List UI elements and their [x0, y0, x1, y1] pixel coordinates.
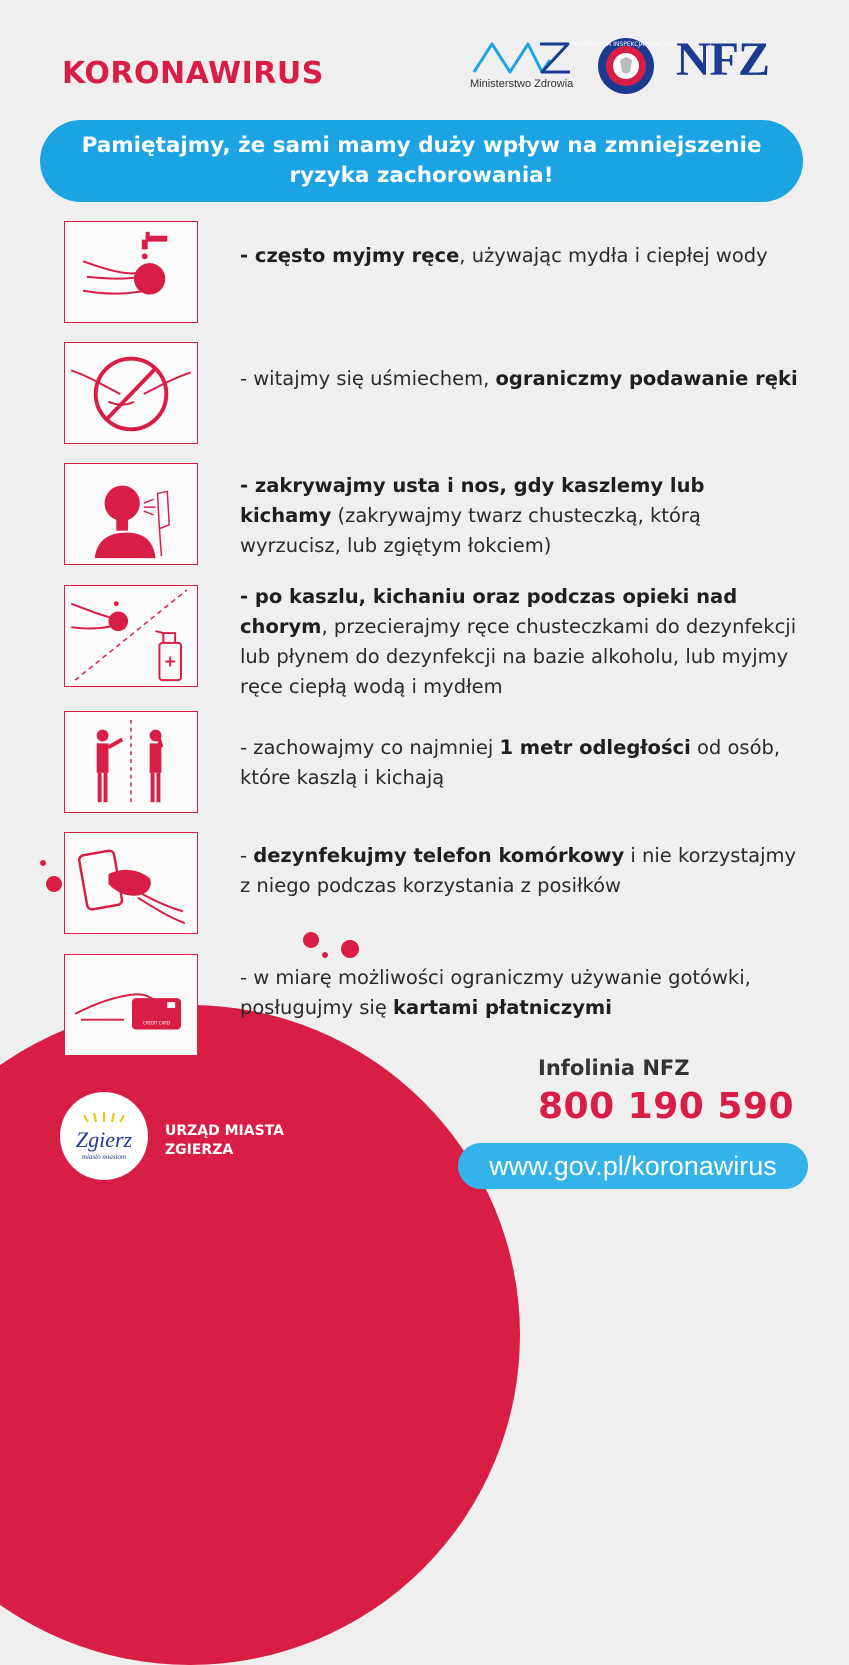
tip-text: i nie korzystajmy z niego podczas korzystania z posiłków: [240, 844, 797, 897]
credit-card-label: CREDIT CARD: [143, 1020, 170, 1026]
tip-text: , przecierajmy ręce chusteczkami do dezynfekcji lub płynem do dezynfekcji na bazie alkoholu, lub myjmy ręce ciepłą wodą i mydłem: [240, 615, 797, 698]
decorative-dot: [40, 860, 46, 866]
tip-handwashing: [240, 241, 800, 271]
zgierz-logo-name: Zgierz: [75, 1127, 133, 1152]
tip-text: (zakrywajmy twarz chusteczką, którą wyrzucisz, lub zgiętym łokciem): [240, 504, 701, 557]
banner-line-2: ryzyka zachorowania!: [289, 163, 554, 188]
tip-bold: - zakrywajmy usta i nos, gdy kaszlemy lub kichamy: [240, 474, 705, 527]
sanitary-inspection-logo: [571, 36, 681, 96]
decorative-dot: [341, 940, 359, 958]
tip-bold: dezynfekujmy telefon komórkowy: [253, 844, 625, 867]
tip-disinfectant: [240, 582, 800, 702]
decorative-dot: [303, 932, 319, 948]
tip-bold: 1 metr odległości: [499, 736, 691, 759]
tip-text: - w miarę możliwości ograniczmy używanie gotówki, posługujmy się: [240, 966, 751, 1019]
decorative-dot: [322, 952, 328, 958]
handwashing-icon: [64, 221, 198, 323]
tip-bold: kartami płatniczymi: [393, 996, 612, 1019]
banner-line-1: Pamiętajmy, że sami mamy duży wpływ na zmniejszenie: [81, 132, 762, 158]
tip-bold: - po kaszlu, kichaniu oraz podczas opieki nad chorym: [240, 585, 738, 638]
cover-cough-icon: [64, 463, 198, 565]
city-office-label: [165, 1122, 284, 1160]
tip-text: od osób, które kaszlą i kichają: [240, 736, 781, 789]
helpline-label: Infolinia NFZ: [538, 1056, 690, 1080]
tip-text: - zachowajmy co najmniej: [240, 736, 500, 759]
decorative-dot: [46, 876, 62, 892]
phone-cleaning-icon: [64, 832, 198, 934]
nfz-logo: NFZ: [676, 33, 769, 86]
tip-cover-cough: [240, 471, 800, 561]
sun-rays-icon: [82, 1111, 126, 1123]
credit-card-icon: [64, 954, 198, 1056]
distance-icon: [64, 711, 198, 813]
tip-distance: [240, 733, 800, 793]
tip-bold: ograniczmy podawanie ręki: [495, 367, 798, 390]
inspection-name-text: PAŃSTWOWA INSPEKCJA SANITARNA: [571, 41, 681, 48]
disinfectant-icon: [64, 585, 198, 687]
intro-banner: [40, 120, 803, 202]
helpline-phone[interactable]: 800 190 590: [538, 1086, 795, 1127]
tip-credit-card: [240, 963, 800, 1023]
no-handshake-icon: [64, 342, 198, 444]
zgierz-logo-subtitle: miasto miastom: [81, 1153, 127, 1161]
website-link[interactable]: www.gov.pl/koronawirus: [458, 1143, 808, 1189]
city-office-line-1: URZĄD MIASTA: [165, 1123, 284, 1139]
tip-text: - witajmy się uśmiechem,: [240, 367, 496, 390]
city-office-line-2: ZGIERZA: [165, 1142, 234, 1158]
tip-text: , używając mydła i ciepłej wody: [459, 244, 768, 267]
page-title: KORONAWIRUS: [62, 56, 324, 91]
ministry-name: Ministerstwo Zdrowia: [470, 78, 574, 90]
tip-phone-cleaning: [240, 841, 800, 901]
tip-bold: - często myjmy ręce: [240, 244, 460, 267]
tip-no-handshake: [240, 364, 800, 394]
tip-text: -: [240, 844, 254, 867]
zgierz-city-logo: [60, 1092, 148, 1180]
